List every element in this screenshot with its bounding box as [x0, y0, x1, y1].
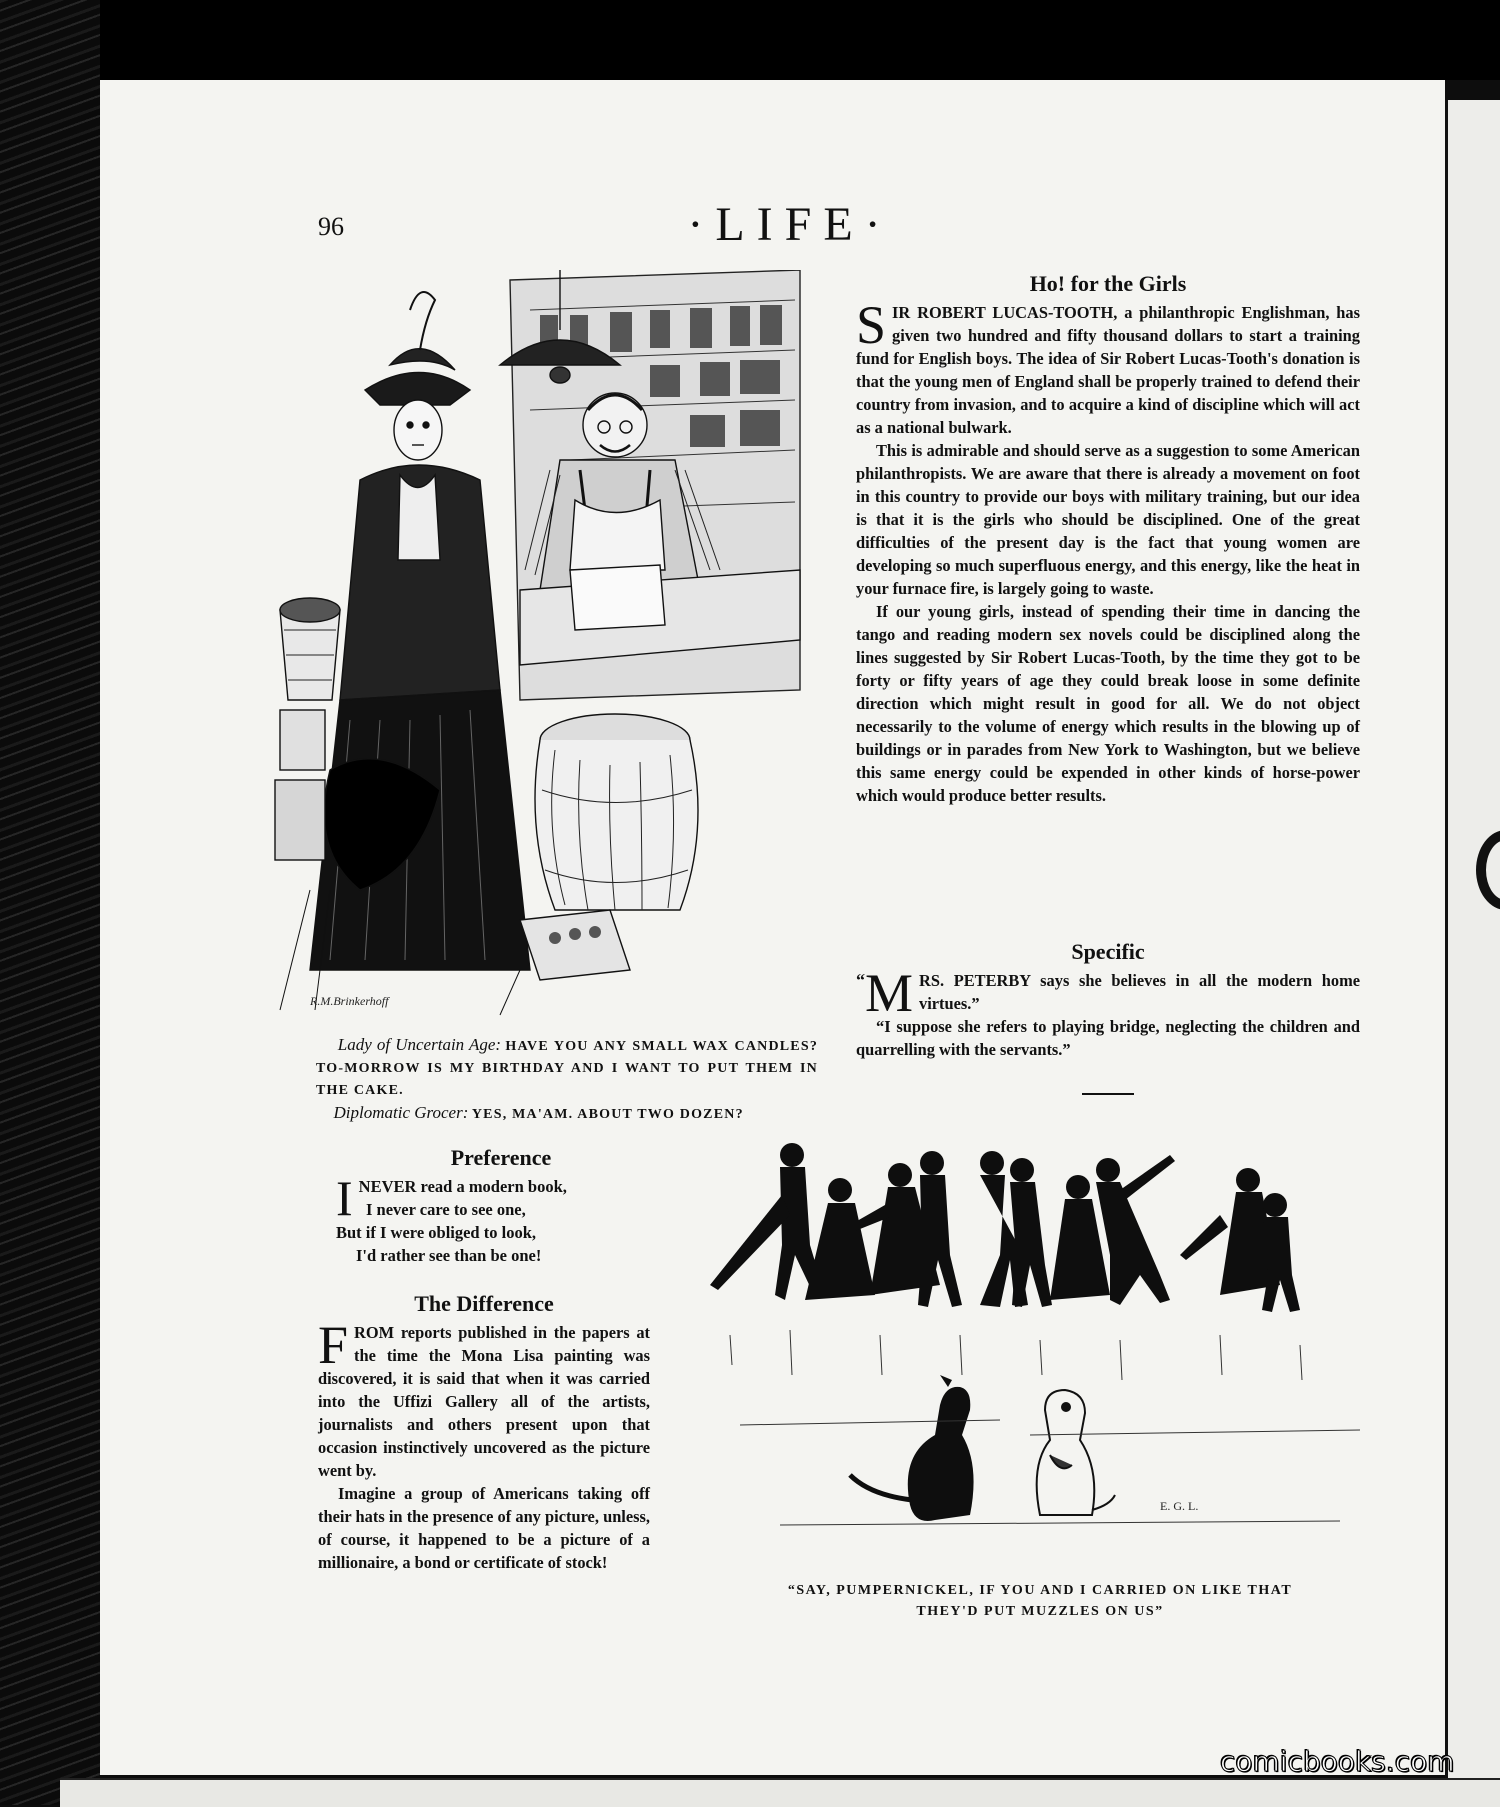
paragraph-text: ROM reports published in the papers at the time the Mona Lisa painting was discovered, it is said that when it was carried into the Uffizi Gallery all of the artists, journalists and others present upon that occasion instinctively uncovered as the picture went by.: [318, 1323, 650, 1480]
page-number: 96: [318, 212, 344, 241]
grocer-speaker-lady: Lady of Uncertain Age:: [337, 1035, 502, 1054]
drop-cap: S: [856, 295, 887, 355]
drop-cap: F: [318, 1315, 349, 1375]
article-the-difference: [318, 1292, 650, 1574]
paragraph-text: IR ROBERT LUCAS-TOOTH, a philanthropic Englishman, has given two hundred and fifty thousand dollars to start a training fund for English boys. The idea of Sir Robert Lucas-Tooth's donation is that the young men of England shall be properly trained to defend their country from invasion, and to acquire a kind of discipline which will act as a national bulwark.: [856, 303, 1360, 437]
article-paragraph: [318, 1315, 650, 1482]
article-title: The Difference: [414, 1291, 554, 1316]
poem-line-text: NEVER read a modern book,: [358, 1177, 567, 1196]
drop-cap: I: [336, 1170, 353, 1226]
article-title: Ho! for the Girls: [1029, 271, 1187, 296]
drop-cap: M: [865, 963, 914, 1023]
poem-title: Preference: [450, 1145, 552, 1170]
poem-preference: [336, 1146, 666, 1267]
grocer-line-grocer: YES, MA'AM. ABOUT TWO DOZEN?: [471, 1107, 744, 1122]
article-paragraph: This is admirable and should serve as a suggestion to some American philanthropists. We are aware that there is already a movement on foot in this country to provide our boys with military training, but our idea is that it is the girls who should be disciplined. One of the great difficulties of the present day is the fact that young women are developing so much superfluous energy, and this energy, like the heat in your furnace fire, is largely going to waste.: [856, 441, 1360, 598]
article-paragraph: “I suppose she refers to playing bridge, neglecting the children and quarrelling with the servants.”: [856, 1017, 1360, 1059]
article-paragraph: [856, 963, 1360, 1023]
poem-line: But if I were obliged to look,: [336, 1223, 536, 1242]
open-quote: “: [856, 970, 865, 990]
article-paragraph: [856, 295, 1360, 439]
grocer-speaker-grocer: Diplomatic Grocer:: [333, 1103, 469, 1122]
svg-text:R.M.Brinkerhoff: R.M.Brinkerhoff: [310, 994, 389, 1008]
dance-signature: E. G. L.: [1160, 1499, 1199, 1513]
scan-border-left: [0, 0, 100, 1805]
grocer-line-lady: HAVE YOU ANY SMALL WAX CANDLES? TO-MORROW IS MY BIRTHDAY AND I WANT TO PUT THEM IN THE CAKE.: [316, 1039, 819, 1098]
scan-border-top: [100, 0, 1500, 80]
adjacent-page-edge: [1445, 100, 1500, 1805]
section-divider: [1082, 1093, 1134, 1095]
poem-line: I'd rather see than be one!: [356, 1246, 542, 1265]
article-paragraph: Imagine a group of Americans taking off their hats in the presence of any picture, unless, of course, it happened to be a picture of a millionaire, a bond or certificate of stock!: [318, 1484, 650, 1572]
paragraph-text: RS. PETERBY says she believes in all the modern home virtues.”: [919, 971, 1360, 1013]
grocer-illustration: [270, 270, 810, 1020]
magazine-title: ·LIFE·: [687, 198, 893, 251]
grocer-caption: [316, 1034, 818, 1126]
article-title: Specific: [1071, 939, 1145, 964]
poem-line: I never care to see one,: [366, 1200, 526, 1219]
dance-caption: “SAY, PUMPERNICKEL, IF YOU AND I CARRIED ON LIKE THAT THEY'D PUT MUZZLES ON US”: [787, 1583, 1293, 1619]
article-ho-for-the-girls: [856, 272, 1360, 807]
site-watermark: comicbooks.com: [1220, 1745, 1455, 1778]
adjacent-page-bottom: [60, 1778, 1500, 1807]
article-paragraph: If our young girls, instead of spending their time in dancing the tango and reading modern sex novels could be disciplined along the lines suggested by Sir Robert Lucas-Tooth, by the time they got to be forty or fifty years of age they could break loose in some definite direction which might result in good for all. We do not object necessarily to the volume of energy which results in the blowing up of buildings or in parades from New York to Washington, but we believe this same energy could be expended in other kinds of horse-power which would produce better results.: [856, 602, 1360, 805]
article-specific: [856, 940, 1360, 1061]
dance-illustration: [700, 1135, 1390, 1575]
